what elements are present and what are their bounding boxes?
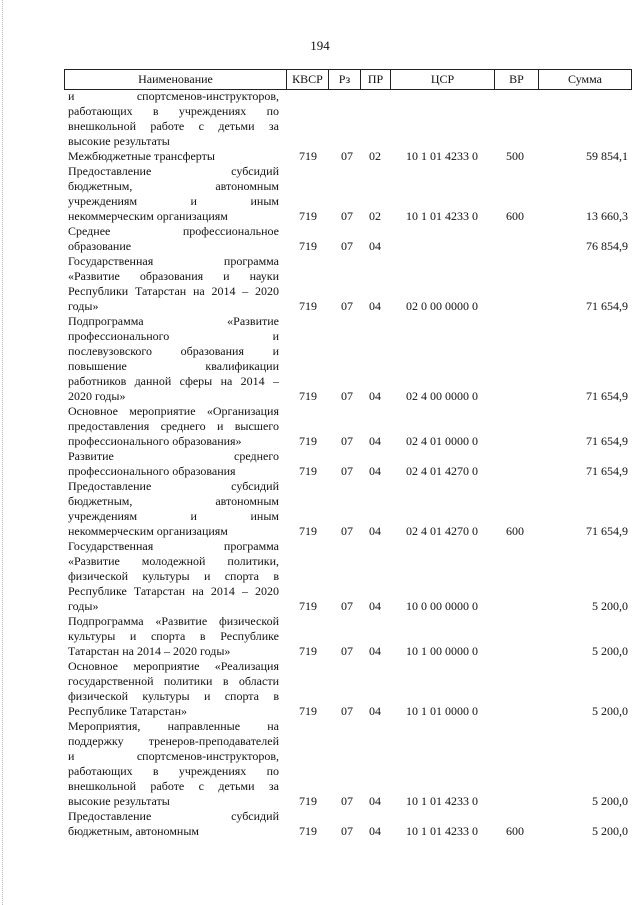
cell-vr: 600 <box>506 824 524 838</box>
cell-kvsr: 719 <box>299 644 317 658</box>
cell-rz: 07 <box>341 464 353 478</box>
row-name-line: Республике Татарстан» <box>68 704 188 718</box>
row-name <box>68 809 279 839</box>
row-name <box>68 539 279 614</box>
cell-sum: 71 654,9 <box>586 434 628 448</box>
cell-sum: 5 200,0 <box>592 704 628 718</box>
table-row <box>64 539 632 614</box>
row-name-line: учреждениям и иным <box>68 509 279 523</box>
cell-sum: 5 200,0 <box>592 794 628 808</box>
row-name <box>68 89 279 149</box>
row-name <box>68 254 279 314</box>
row-name-line: Республике Татарстан на 2014 – 2020 <box>68 584 279 598</box>
cell-csr: 10 0 00 0000 0 <box>406 599 478 613</box>
cell-kvsr: 719 <box>299 794 317 808</box>
row-name-line: Государственная программа <box>68 254 279 268</box>
row-name-line: повышение квалификации <box>68 359 279 373</box>
header-csr: ЦСР <box>390 70 494 89</box>
row-name-line: Основное мероприятие «Организация <box>68 404 279 418</box>
row-name-line: внешкольной работе с детьми за <box>68 119 279 133</box>
cell-csr: 10 1 01 0000 0 <box>406 704 478 718</box>
cell-kvsr: 719 <box>299 599 317 613</box>
row-name-line: Предоставление субсидий <box>68 479 279 493</box>
cell-rz: 07 <box>341 599 353 613</box>
row-name <box>68 719 279 809</box>
row-name-line: Татарстан на 2014 – 2020 годы» <box>68 644 231 658</box>
cell-pr: 02 <box>369 209 381 223</box>
cell-kvsr: 719 <box>299 149 317 163</box>
cell-rz: 07 <box>341 299 353 313</box>
cell-pr: 04 <box>369 524 381 538</box>
row-name-line: годы» <box>68 599 99 613</box>
cell-vr: 500 <box>506 149 524 163</box>
row-name <box>68 659 279 719</box>
cell-kvsr: 719 <box>299 824 317 838</box>
cell-sum: 71 654,9 <box>586 389 628 403</box>
cell-kvsr: 719 <box>299 299 317 313</box>
cell-csr: 02 4 00 0000 0 <box>406 389 478 403</box>
row-name-line: Республики Татарстан на 2014 – 2020 <box>68 284 279 298</box>
cell-sum: 71 654,9 <box>586 524 628 538</box>
row-name-line: бюджетным, автономным <box>68 824 199 838</box>
cell-sum: 71 654,9 <box>586 299 628 313</box>
table-row <box>64 224 632 254</box>
cell-csr: 10 1 01 4233 0 <box>406 824 478 838</box>
table-row <box>64 314 632 404</box>
row-name-line: работников данной сферы на 2014 – <box>68 374 279 388</box>
cell-sum: 5 200,0 <box>592 824 628 838</box>
cell-pr: 02 <box>369 149 381 163</box>
cell-csr: 10 1 01 4233 0 <box>406 209 478 223</box>
row-name <box>68 314 279 404</box>
row-name-line: послевузовского образования и <box>68 344 279 358</box>
header-sum: Сумма <box>538 70 632 89</box>
cell-rz: 07 <box>341 209 353 223</box>
cell-sum: 13 660,3 <box>586 209 628 223</box>
cell-rz: 07 <box>341 389 353 403</box>
cell-pr: 04 <box>369 239 381 253</box>
row-name-line: профессионального и <box>68 329 279 343</box>
cell-kvsr: 719 <box>299 524 317 538</box>
header-name: Наименование <box>64 70 286 89</box>
row-name <box>68 479 279 539</box>
table-row <box>64 614 632 659</box>
cell-pr: 04 <box>369 824 381 838</box>
cell-pr: 04 <box>369 434 381 448</box>
left-margin-line <box>2 0 4 905</box>
row-name-line: высокие результаты <box>68 794 170 808</box>
row-name-line: учреждениям и иным <box>68 194 279 208</box>
row-name-line: и спортсменов-инструкторов, <box>68 749 279 763</box>
cell-kvsr: 719 <box>299 209 317 223</box>
header-rz: Рз <box>328 70 360 89</box>
row-name-line: Подпрограмма «Развитие <box>68 314 279 328</box>
row-name <box>68 449 279 479</box>
row-name-line: Среднее профессиональное <box>68 224 279 238</box>
row-name-line: «Развитие молодежной политики, <box>68 554 279 568</box>
table-header <box>64 69 632 90</box>
row-name-line: Подпрограмма «Развитие физической <box>68 614 279 628</box>
cell-pr: 04 <box>369 464 381 478</box>
row-name-line: 2020 годы» <box>68 389 126 403</box>
row-name <box>68 164 279 224</box>
row-name-line: Развитие среднего <box>68 449 279 463</box>
cell-pr: 04 <box>369 704 381 718</box>
row-name-line: бюджетным, автономным <box>68 179 279 193</box>
table-row <box>64 89 632 149</box>
table-row <box>64 809 632 839</box>
row-name-line: физической культуры и спорта в <box>68 689 279 703</box>
row-name-line: предоставления среднего и высшего <box>68 419 279 433</box>
table-row <box>64 659 632 719</box>
cell-rz: 07 <box>341 824 353 838</box>
row-name-line: годы» <box>68 299 99 313</box>
row-name-line: внешкольной работе с детьми за <box>68 779 279 793</box>
cell-csr: 02 4 01 4270 0 <box>406 524 478 538</box>
cell-rz: 07 <box>341 434 353 448</box>
cell-csr: 10 1 00 0000 0 <box>406 644 478 658</box>
row-name-line: «Развитие образования и науки <box>68 269 279 283</box>
cell-pr: 04 <box>369 299 381 313</box>
row-name-line: работающих в учреждениях по <box>68 104 279 118</box>
row-name-line: Государственная программа <box>68 539 279 553</box>
cell-kvsr: 719 <box>299 389 317 403</box>
cell-pr: 04 <box>369 644 381 658</box>
cell-vr: 600 <box>506 209 524 223</box>
row-name-line: и спортсменов-инструкторов, <box>68 89 279 103</box>
row-name-line: Предоставление субсидий <box>68 809 279 823</box>
row-name-line: профессионального образования» <box>68 434 242 448</box>
cell-csr: 10 1 01 4233 0 <box>406 149 478 163</box>
cell-rz: 07 <box>341 794 353 808</box>
cell-rz: 07 <box>341 644 353 658</box>
cell-csr: 10 1 01 4233 0 <box>406 794 478 808</box>
cell-kvsr: 719 <box>299 464 317 478</box>
row-name-line: государственной политики в области <box>68 674 279 688</box>
cell-pr: 04 <box>369 794 381 808</box>
row-name <box>68 404 279 449</box>
table-row <box>64 449 632 479</box>
row-name-line: физической культуры и спорта в <box>68 569 279 583</box>
table-row <box>64 149 632 164</box>
header-pr: ПР <box>360 70 390 89</box>
cell-rz: 07 <box>341 704 353 718</box>
row-name-line: работающих в учреждениях по <box>68 764 279 778</box>
row-name-line: бюджетным, автономным <box>68 494 279 508</box>
row-name-line: образование <box>68 239 132 253</box>
row-name-line: некоммерческим организациям <box>68 209 228 223</box>
row-name <box>68 224 279 254</box>
table-row <box>64 479 632 539</box>
cell-csr: 02 0 00 0000 0 <box>406 299 478 313</box>
page-number: 194 <box>310 38 330 53</box>
table-row <box>64 719 632 809</box>
cell-pr: 04 <box>369 599 381 613</box>
cell-sum: 59 854,1 <box>586 149 628 163</box>
cell-pr: 04 <box>369 389 381 403</box>
row-name-line: культуры и спорта в Республике <box>68 629 279 643</box>
cell-sum: 76 854,9 <box>586 239 628 253</box>
cell-csr: 02 4 01 0000 0 <box>406 434 478 448</box>
cell-rz: 07 <box>341 239 353 253</box>
row-name-line: Межбюджетные трансферты <box>68 149 215 163</box>
cell-csr: 02 4 01 4270 0 <box>406 464 478 478</box>
table-row <box>64 164 632 224</box>
row-name-line: поддержку тренеров-преподавателей <box>68 734 279 748</box>
cell-sum: 5 200,0 <box>592 599 628 613</box>
row-name-line: Предоставление субсидий <box>68 164 279 178</box>
cell-kvsr: 719 <box>299 704 317 718</box>
header-vr: ВР <box>494 70 538 89</box>
row-name-line: Основное мероприятие «Реализация <box>68 659 279 673</box>
cell-rz: 07 <box>341 524 353 538</box>
cell-kvsr: 719 <box>299 434 317 448</box>
table-row <box>64 404 632 449</box>
cell-kvsr: 719 <box>299 239 317 253</box>
row-name <box>68 149 279 164</box>
cell-sum: 71 654,9 <box>586 464 628 478</box>
row-name <box>68 614 279 659</box>
cell-vr: 600 <box>506 524 524 538</box>
header-kvsr: КВСР <box>286 70 328 89</box>
row-name-line: профессионального образования <box>68 464 236 478</box>
cell-rz: 07 <box>341 149 353 163</box>
row-name-line: некоммерческим организациям <box>68 524 228 538</box>
table-row <box>64 254 632 314</box>
cell-sum: 5 200,0 <box>592 644 628 658</box>
row-name-line: Мероприятия, направленные на <box>68 719 279 733</box>
row-name-line: высокие результаты <box>68 134 170 148</box>
